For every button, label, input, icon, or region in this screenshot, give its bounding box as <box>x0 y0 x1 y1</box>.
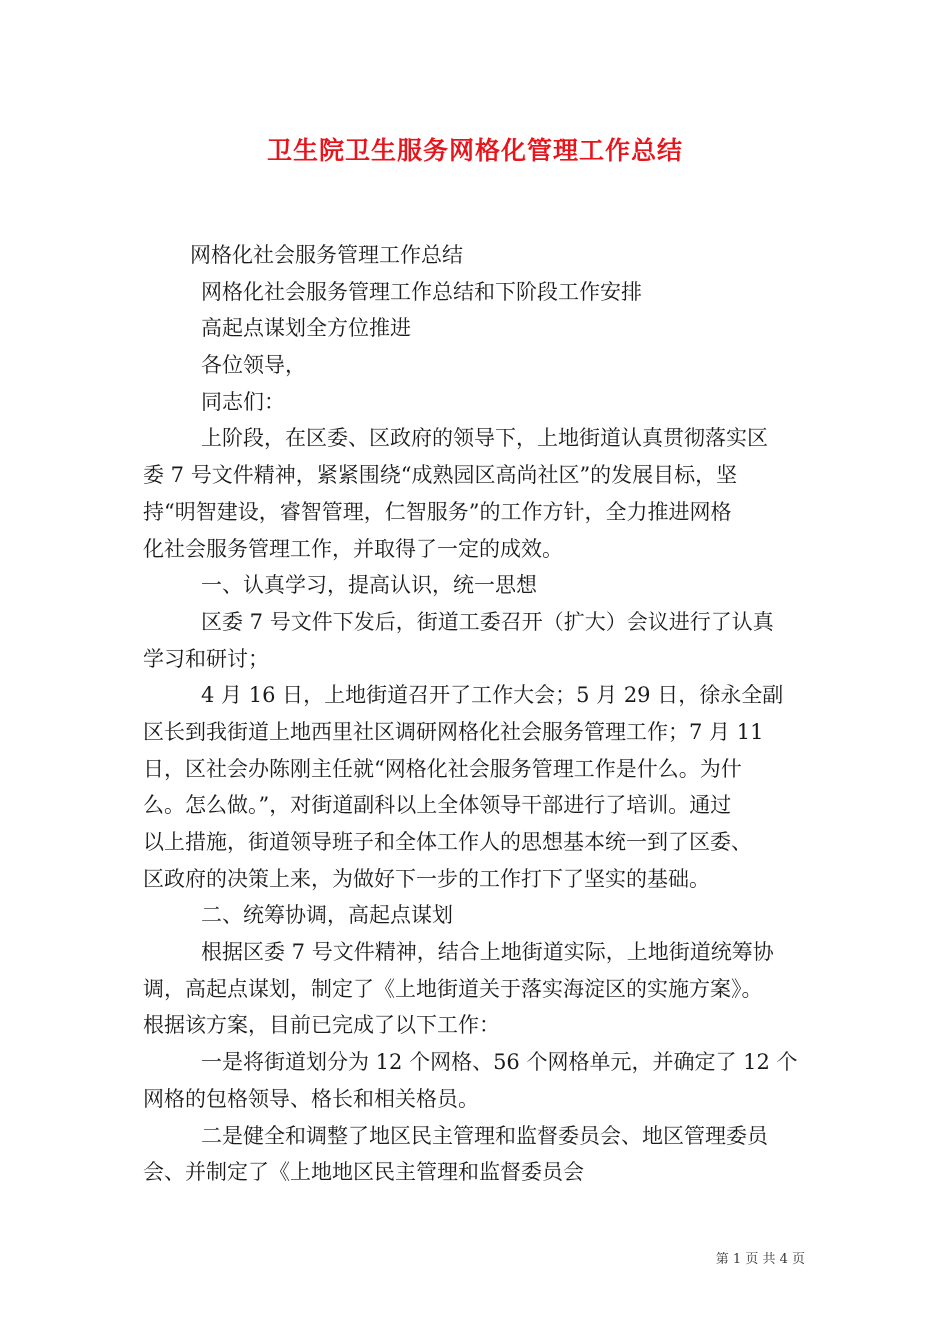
paragraph-line: 根据区委 7 号文件精神，结合上地街道实际，上地街道统筹协 <box>201 940 774 965</box>
paragraph-line: 同志们： <box>201 389 285 414</box>
paragraph-line: 二是健全和调整了地区民主管理和监督委员会、地区管理委员 <box>201 1123 768 1148</box>
paragraph-line: 各位领导， <box>201 353 306 378</box>
paragraph-line: 持“明智建设，睿智管理，仁智服务”的工作方针，全力推进网格 <box>143 499 732 524</box>
paragraph-line: 4 月 16 日，上地街道召开了工作大会；5 月 29 日，徐永全副 <box>201 683 784 708</box>
paragraph-line: 调，高起点谋划，制定了《上地街道关于落实海淀区的实施方案》。 <box>143 976 763 1001</box>
paragraph-line: 区长到我街道上地西里社区调研网格化社会服务管理工作；7 月 11 <box>143 719 764 744</box>
document-body <box>143 237 807 1191</box>
paragraph-line: 高起点谋划全方位推进 <box>201 316 411 341</box>
paragraph-line: 么。怎么做。”，对街道副科以上全体领导干部进行了培训。通过 <box>143 793 732 818</box>
paragraph-line: 会、并制定了《上地地区民主管理和监督委员会 <box>143 1160 584 1185</box>
paragraph-line: 一是将街道划分为 12 个网格、56 个网格单元，并确定了 12 个 <box>201 1050 798 1075</box>
paragraph-line: 学习和研讨； <box>143 646 269 671</box>
section-heading: 二、统筹协调，高起点谋划 <box>201 903 453 928</box>
paragraph-line: 以上措施，街道领导班子和全体工作人的思想基本统一到了区委、 <box>143 830 752 854</box>
paragraph-line: 化社会服务管理工作，并取得了一定的成效。 <box>143 536 563 561</box>
section-heading: 一、认真学习，提高认识，统一思想 <box>201 573 537 598</box>
paragraph-line: 根据该方案，目前已完成了以下工作： <box>143 1013 500 1038</box>
paragraph-line: 网格化社会服务管理工作总结和下阶段工作安排 <box>201 279 642 304</box>
paragraph-line: 区委 7 号文件下发后，街道工委召开（扩大）会议进行了认真 <box>201 609 774 634</box>
document-title: 卫生院卫生服务网格化管理工作总结 <box>266 136 683 165</box>
paragraph-line: 日，区社会办陈刚主任就“网格化社会服务管理工作是什么。为什 <box>143 756 742 781</box>
paragraph-line: 网格的包格领导、格长和相关格员。 <box>143 1086 479 1111</box>
paragraph-line: 委 7 号文件精神，紧紧围绕“成熟园区高尚社区”的发展目标，坚 <box>143 463 738 488</box>
paragraph-line: 网格化社会服务管理工作总结 <box>190 243 463 267</box>
paragraph-line: 上阶段，在区委、区政府的领导下，上地街道认真贯彻落实区 <box>201 426 768 451</box>
paragraph-line: 区政府的决策上来，为做好下一步的工作打下了坚实的基础。 <box>143 866 710 891</box>
page-number-footer: 第 1 页 共 4 页 <box>715 1252 805 1267</box>
